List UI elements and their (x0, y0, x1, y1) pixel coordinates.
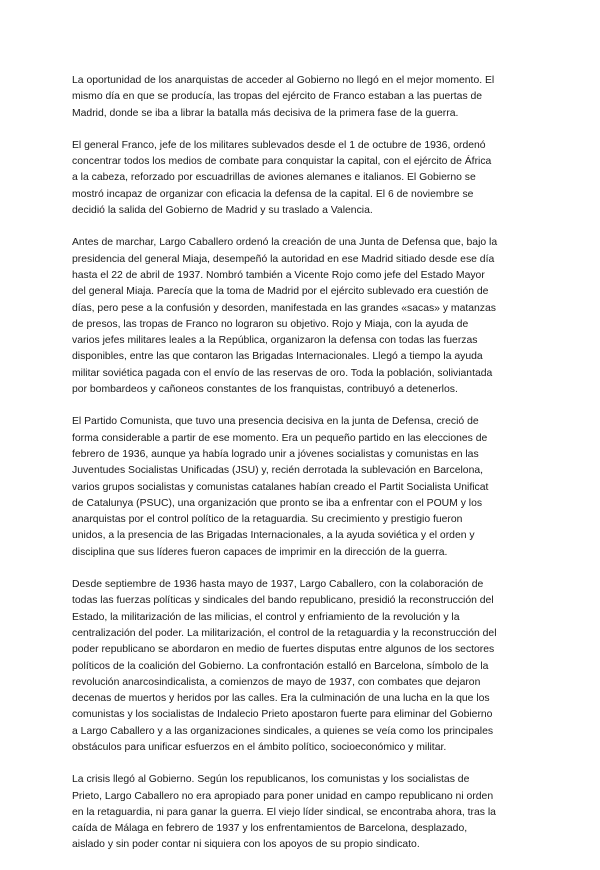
text-line: concentrar todos los medios de combate para conquistar la capital, con el ejército de África (72, 156, 492, 168)
text-line: El general Franco, jefe de los militares sublevados desde el 1 de octubre de 1936, ordenó (72, 139, 486, 151)
text-line: Prieto, Largo Caballero no era apropiado para poner unidad en campo republicano ni orden (72, 790, 494, 802)
text-line: militar soviética pagada con el envío de las reservas de oro. Toda la población, soliviantada (72, 367, 493, 379)
text-line: todas las fuerzas políticas y sindicales del bando republicano, presidió la reconstrucción del (72, 595, 494, 607)
text-line: La oportunidad de los anarquistas de acceder al Gobierno no llegó en el mejor momento. El (72, 75, 495, 86)
text-line: presidencia del general Miaja, desempeñó la autoridad en ese Madrid sitiado desde ese día (72, 253, 495, 265)
text-line: del general Miaja. Parecía que la toma de Madrid por el ejército sublevado era cuestión de (72, 286, 489, 298)
text-line: a la cabeza, reforzado por escuadrillas de aviones alemanes e italianos. El Gobierno se (72, 172, 476, 184)
text-line: hasta el 22 de abril de 1937. Nombró también a Vicente Rojo como jefe del Estado Mayor (72, 269, 485, 281)
text-line: por bombardeos y cañoneos constantes de los franquistas, contribuyó a detenerlos. (72, 384, 458, 396)
text-line: mismo día en que se producía, las tropas del ejército de Franco estaban a las puertas de (72, 91, 483, 103)
text-line: revolución anarcosindicalista, a comienzos de mayo de 1937, con combates que dejaron (72, 676, 481, 688)
text-line: varios jefes militares leales a la República, organizaron la defensa con todas las fuerzas (72, 335, 478, 347)
text-line: poder republicano se abordaron en medio de fuertes disputas entre algunos de los sectores (72, 644, 495, 656)
text-line: aislado y sin poder contar ni siquiera con los apoyos de su propio sindicato. (72, 839, 420, 851)
paragraph-crisis-gobierno (72, 772, 534, 853)
text-line: La crisis llegó al Gobierno. Según los republicanos, los comunistas y los socialistas de (72, 774, 470, 786)
text-line: Juventudes Socialistas Unificadas (JSU) y, recién derrotada la sublevación en Barcelona, (72, 465, 484, 477)
text-line: políticos de la coalición del Gobierno. La confrontación estalló en Barcelona, símbolo de la (72, 660, 489, 672)
text-line: en la retaguardia, ni para ganar la guerra. El viejo líder sindical, se encontraba ahora, tras la (72, 806, 496, 818)
text-line: días, pero pese a la confusión y desorden, manifestada en las grandes «sacas» y matanzas (72, 302, 496, 314)
text-line: El Partido Comunista, que tuvo una presencia decisiva en la junta de Defensa, creció de (72, 416, 479, 428)
text-line: caída de Málaga en febrero de 1937 y los enfrentamientos de Barcelona, desplazado, (72, 823, 468, 835)
text-line: varios grupos socialistas y comunistas catalanes habían creado el Partit Socialista Unificat (72, 481, 489, 493)
text-line: forma considerable a partir de ese momento. Era un pequeño partido en las elecciones de (72, 432, 488, 444)
text-line: Desde septiembre de 1936 hasta mayo de 1937, Largo Caballero, con la colaboración de (72, 579, 484, 591)
text-line: Madrid, donde se iba a librar la batalla más decisiva de la primera fase de la guerra. (72, 107, 459, 119)
text-line: unidos, a la presencia de las Brigadas Internacionales, a la ayuda soviética y el orden y (72, 530, 475, 542)
paragraph-franco-madrid (72, 138, 534, 219)
text-line: disponibles, entre las que contaron las Brigadas Internacionales. Llegó a tiempo la ayuda (72, 351, 483, 363)
text-line: de presos, las tropas de Franco no lograron su objetivo. Rojo y Miaja, con la ayuda de (72, 318, 469, 330)
text-line: centralización del poder. La militarización, el control de la retaguardia y la reconstrucción del (72, 627, 497, 639)
text-line: Antes de marchar, Largo Caballero ordenó la creación de una Junta de Defensa que, bajo la (72, 237, 498, 249)
text-line: decenas de muertos y heridos por las calles. Era la culminación de una lucha en la que los (72, 693, 490, 705)
text-line: obstáculos para unificar esfuerzos en el ámbito político, socioeconómico y militar. (72, 741, 447, 753)
paragraph-anarquistas-gobierno (72, 73, 534, 122)
text-line: de Catalunya (PSUC), una organización que pronto se iba a enfrentar con el POUM y los (72, 497, 483, 509)
text-line: Estado, la militarización de las milicias, el control y enfriamiento de la revolución y la (72, 611, 460, 623)
paragraph-largo-caballero (72, 577, 534, 756)
paragraph-junta-defensa (72, 235, 534, 398)
document-body (72, 73, 534, 870)
text-line: mostró incapaz de organizar con eficacia la defensa de la capital. El 6 de noviembre se (72, 188, 474, 200)
paragraph-partido-comunista (72, 414, 534, 561)
text-line: a Largo Caballero y a las organizaciones sindicales, a quienes se veía como los principales (72, 725, 494, 737)
text-line: decidió la salida del Gobierno de Madrid y su traslado a Valencia. (72, 205, 373, 217)
text-line: disciplina que sus líderes fueron capaces de imprimir en la dirección de la guerra. (72, 546, 448, 558)
text-line: comunistas y los socialistas de Indalecio Prieto apostaron fuerte para eliminar del Gobierno (72, 709, 493, 721)
text-line: anarquistas por el control político de la retaguardia. Su crecimiento y prestigio fueron (72, 514, 463, 526)
text-line: febrero de 1936, aunque ya había logrado unir a jóvenes socialistas y comunistas en las (72, 448, 479, 460)
